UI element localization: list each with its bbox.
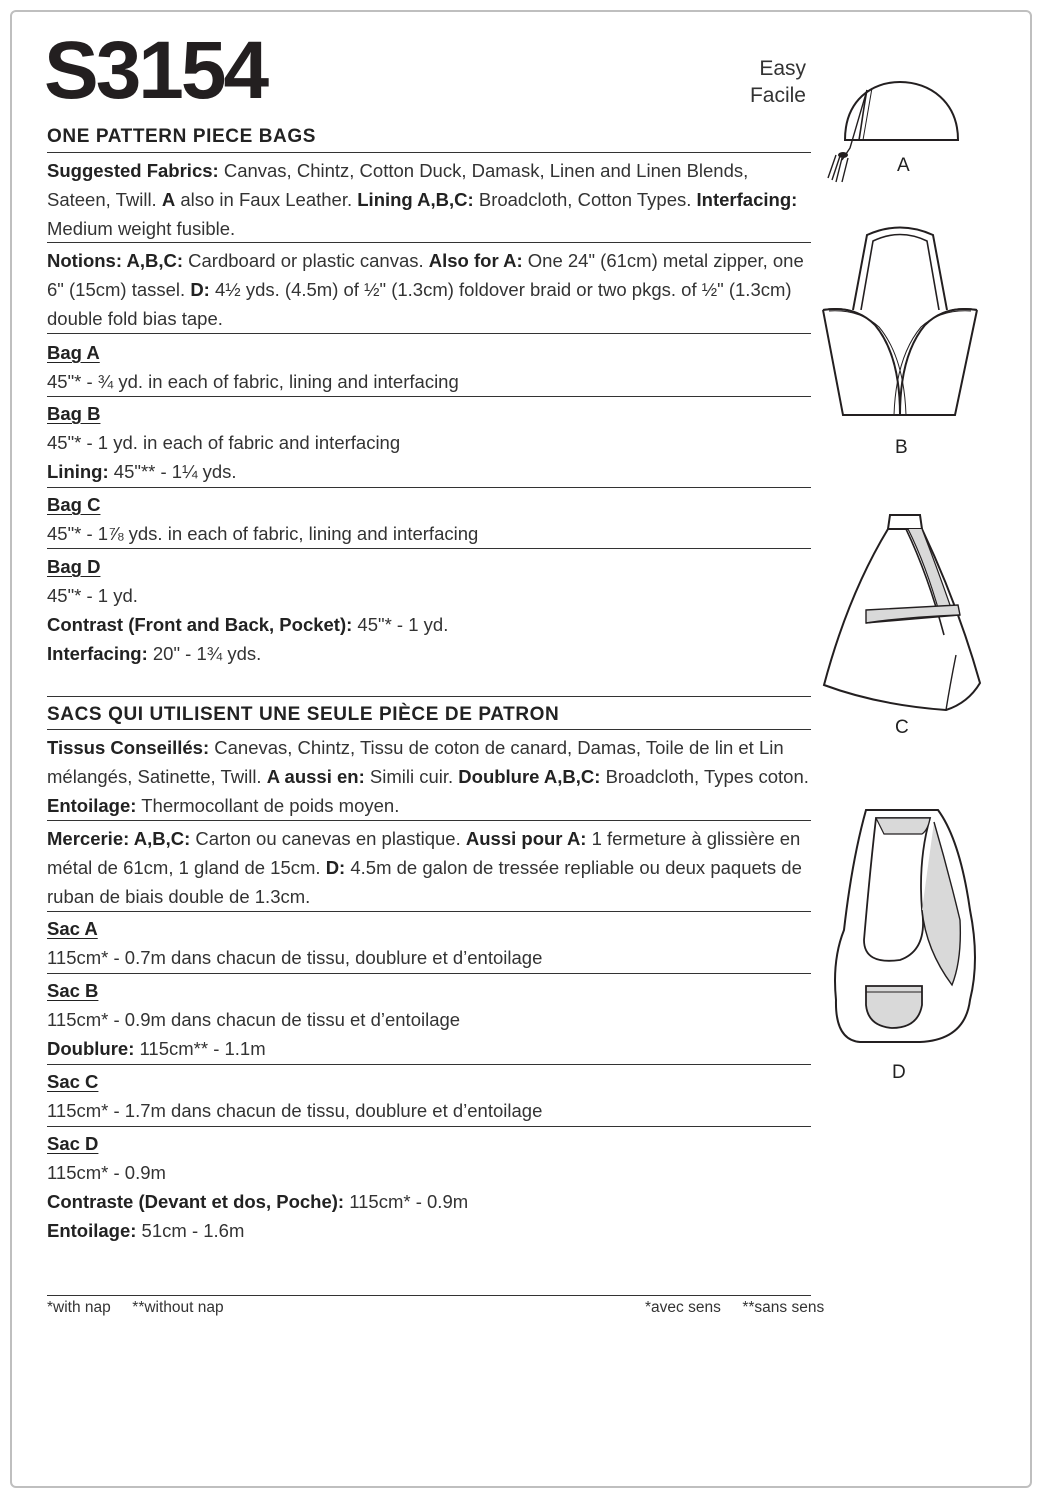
interfacing-label: Interfacing: [47,643,148,664]
suggested-fabrics [47,156,811,243]
bag-b-label: B [895,437,908,458]
lining-label: Lining A,B,C: [357,189,474,210]
notions [47,246,811,333]
difficulty-en: Easy [759,57,806,80]
bag-a-label: A [897,155,910,176]
sac-d-heading: Sac D [47,1133,99,1154]
divider [47,696,811,697]
fabrics-label: Tissus Conseillés: [47,737,210,758]
divider [47,1295,811,1296]
lining-text: 45"** - 1¼ yds. [108,461,237,482]
sac-b-heading: Sac B [47,980,99,1001]
sac-d-yardage [47,1129,811,1245]
fabrics-label: Suggested Fabrics: [47,160,219,181]
french-section-title: SACS QUI UTILISENT UNE SEULE PIÈCE DE PATRON [47,704,560,725]
sac-d-line: 115cm* - 0.9m [47,1162,166,1183]
lining-text: Broadcloth, Cotton Types. [473,189,697,210]
fabrics-text: Simili cuir. [364,766,459,787]
notions-text: Carton ou canevas en plastique. [190,828,466,849]
bag-a-yardage [47,338,811,396]
also-for-a-label: Also for A: [428,250,523,271]
notions-text: 4.5m de galon de tressée repliable ou deux paquets de ruban de biais double de 1.3cm. [47,857,802,907]
sac-a-yardage [47,914,811,972]
interfacing-text: Medium weight fusible. [47,218,236,239]
sac-c-line: 115cm* - 1.7m dans chacun de tissu, doublure et d’entoilage [47,1100,543,1121]
lining-text: Broadcloth, Types coton. [600,766,809,787]
contrast-text: 45"* - 1 yd. [352,614,449,635]
difficulty-fr: Facile [749,84,806,107]
notions-text: One 24" (61cm) metal zipper, one 6" (15cm) tassel. [47,250,804,300]
bag-d-line: 45"* - 1 yd. [47,585,138,606]
interfacing-text: 51cm - 1.6m [136,1220,245,1241]
sac-c-heading: Sac C [47,1071,99,1092]
notions-label: Mercerie: A,B,C: [47,828,191,849]
sac-a-line: 115cm* - 0.7m dans chacun de tissu, doublure et d’entoilage [47,947,543,968]
divider [47,973,811,974]
view-d-label: D: [325,857,346,878]
interfacing-label: Interfacing: [696,189,798,210]
bag-c-label: C [895,717,909,738]
difficulty-rating [740,55,806,109]
lining-label: Lining: [47,461,109,482]
lining-label: Doublure A,B,C: [458,766,601,787]
bag-c-line: 45"* - 1⅞ yds. in each of fabric, lining and interfacing [47,523,479,544]
sac-c-yardage [47,1067,811,1125]
divider [47,396,811,397]
tissus-conseilles [47,733,811,820]
bag-d-heading: Bag D [47,556,101,577]
view-a-label: A [161,189,176,210]
notions-text: 4½ yds. (4.5m) of ½" (1.3cm) foldover braid or two pkgs. of ½" (1.3cm) double fold bias tape. [47,279,792,329]
interfacing-label: Entoilage: [47,795,137,816]
english-section-title: ONE PATTERN PIECE BAGS [47,126,317,147]
sac-b-line: 115cm* - 0.9m dans chacun de tissu et d’entoilage [47,1009,461,1030]
also-for-a-label: Aussi pour A: [465,828,587,849]
divider [47,242,811,243]
bag-b-heading: Bag B [47,403,101,424]
view-a-label: A aussi en: [266,766,365,787]
footnote-french: *avec sens **sans sens [645,1299,825,1316]
fabrics-text: Canvas, Chintz, Cotton Duck, Damask, Linen and Linen Blends, Sateen, Twill. [47,160,749,210]
bag-a-line: 45"* - ¾ yd. in each of fabric, lining and interfacing [47,371,459,392]
interfacing-text: Thermocollant de poids moyen. [136,795,400,816]
mercerie [47,824,811,911]
divider [47,729,811,730]
bag-b-illustration [815,215,985,425]
notions-text: 1 fermeture à glissière en métal de 61cm, 1 gland de 15cm. [47,828,801,878]
pattern-number: S3154 [44,25,267,116]
contrast-text: 115cm* - 0.9m [344,1191,469,1212]
notions-label: Notions: A,B,C: [47,250,183,271]
lining-label: Doublure: [47,1038,135,1059]
bag-d-label: D [892,1062,906,1083]
sac-a-heading: Sac A [47,918,98,939]
divider [47,820,811,821]
fabrics-text: Canevas, Chintz, Tissu de coton de canard, Damas, Toile de lin et Lin mélangés, Satinette, Twill. [47,737,784,787]
interfacing-text: 20" - 1¾ yds. [147,643,262,664]
contrast-label: Contrast (Front and Back, Pocket): [47,614,353,635]
bag-d-illustration [830,800,980,1050]
interfacing-label: Entoilage: [47,1220,137,1241]
bag-d-yardage [47,552,811,668]
contrast-label: Contraste (Devant et dos, Poche): [47,1191,345,1212]
bag-c-illustration [818,505,988,715]
divider [47,1126,811,1127]
divider [47,152,811,153]
bag-a-heading: Bag A [47,342,100,363]
fabrics-text: also in Faux Leather. [175,189,358,210]
lining-text: 115cm** - 1.1m [134,1038,266,1059]
view-d-label: D: [190,279,210,300]
bag-b-yardage [47,399,811,486]
bag-c-yardage [47,490,811,548]
bag-b-line: 45"* - 1 yd. in each of fabric and interfacing [47,432,401,453]
notions-text: Cardboard or plastic canvas. [183,250,429,271]
divider [47,548,811,549]
divider [47,1064,811,1065]
divider [47,333,811,334]
bag-c-heading: Bag C [47,494,101,515]
sac-b-yardage [47,976,811,1063]
divider [47,487,811,488]
footnote-english: *with nap **without nap [47,1299,224,1316]
divider [47,911,811,912]
